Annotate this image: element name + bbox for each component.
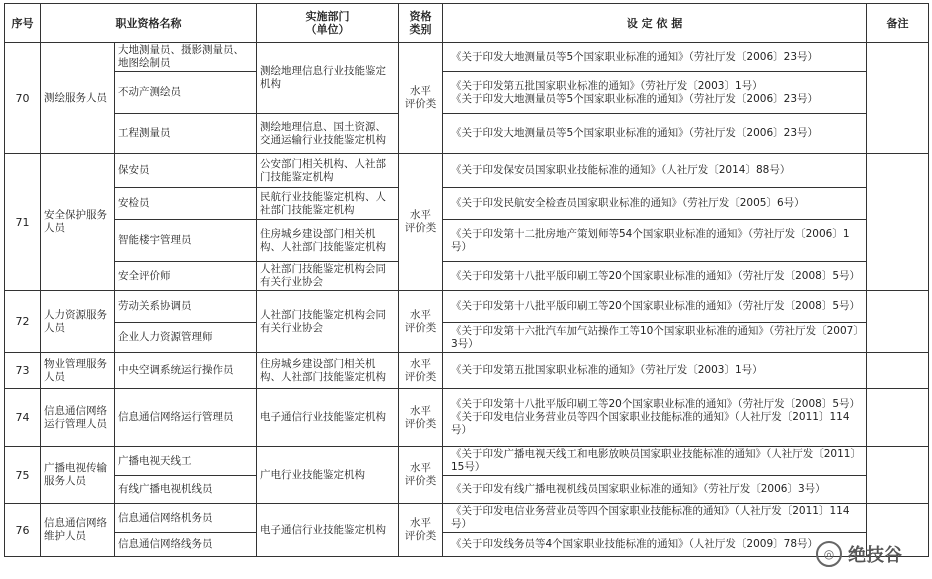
type-cell: 水平 评价类: [399, 154, 443, 291]
table-row: [5, 72, 929, 114]
basis-cell: 《关于印发线务员等4个国家职业技能标准的通知》（人社厅发〔2009〕78号）: [443, 533, 867, 557]
type-cell: 水平 评价类: [399, 291, 443, 353]
basis-cell: 《关于印发第五批国家职业标准的通知》（劳社厅发〔2003〕1号） 《关于印发大地测量员等5个国家职业标准的通知》（劳社厅发〔2006〕23号）: [443, 72, 867, 114]
wechat-icon: ◎: [816, 541, 842, 567]
table-row: [5, 389, 929, 447]
job-cell: 大地测量员、摄影测量员、地图绘制员: [115, 43, 257, 72]
category-cell: 人力资源服务人员: [41, 291, 115, 353]
dept-cell: 人社部门技能鉴定机构会同有关行业协会: [257, 262, 399, 291]
dept-cell: 人社部门技能鉴定机构会同有关行业协会: [257, 291, 399, 353]
header-basis: 设 定 依 据: [443, 4, 867, 43]
header-note: 备注: [867, 4, 929, 43]
basis-cell: 《关于印发电信业务营业员等四个国家职业技能标准的通知》（人社厅发〔2011〕114号）: [443, 504, 867, 533]
dept-cell: 民航行业技能鉴定机构、人社部门技能鉴定机构: [257, 188, 399, 220]
seq-cell: 73: [5, 353, 41, 389]
basis-cell: 《关于印发广播电视天线工和电影放映员国家职业技能标准的通知》（人社厅发〔2011〕15号）: [443, 447, 867, 476]
job-cell: 保安员: [115, 154, 257, 188]
basis-cell: 《关于印发第十二批房地产策划师等54个国家职业标准的通知》（劳社厅发〔2006〕1号）: [443, 220, 867, 262]
category-cell: 信息通信网络维护人员: [41, 504, 115, 557]
dept-cell: 测绘地理信息、国土资源、交通运输行业技能鉴定机构: [257, 114, 399, 154]
basis-cell: 《关于印发第十八批平版印刷工等20个国家职业标准的通知》（劳社厅发〔2008〕5号）: [443, 291, 867, 323]
note-cell: [867, 389, 929, 447]
dept-cell: 广电行业技能鉴定机构: [257, 447, 399, 504]
dept-cell: 住房城乡建设部门相关机构、人社部门技能鉴定机构: [257, 353, 399, 389]
dept-cell: 住房城乡建设部门相关机构、人社部门技能鉴定机构: [257, 220, 399, 262]
note-cell: [867, 291, 929, 353]
job-cell: 信息通信网络机务员: [115, 504, 257, 533]
category-cell: 物业管理服务人员: [41, 353, 115, 389]
table-row: [5, 476, 929, 504]
watermark: [816, 541, 902, 567]
job-cell: 信息通信网络线务员: [115, 533, 257, 557]
table-row: [5, 188, 929, 220]
basis-cell: 《关于印发有线广播电视机线员国家职业标准的通知》（劳社厅发〔2006〕3号）: [443, 476, 867, 504]
header-type: 资格 类别: [399, 4, 443, 43]
job-cell: 不动产测绘员: [115, 72, 257, 114]
table-row: [5, 114, 929, 154]
seq-cell: 74: [5, 389, 41, 447]
seq-cell: 71: [5, 154, 41, 291]
table-row: [5, 353, 929, 389]
note-cell: [867, 154, 929, 291]
table-row: [5, 291, 929, 323]
header-name: 职业资格名称: [41, 4, 257, 43]
header-row: [5, 4, 929, 43]
basis-cell: 《关于印发大地测量员等5个国家职业标准的通知》（劳社厅发〔2006〕23号）: [443, 43, 867, 72]
basis-cell: 《关于印发第十八批平版印刷工等20个国家职业标准的通知》（劳社厅发〔2008〕5号） 《关于印发电信业务营业员等四个国家职业技能标准的通知》（人社厅发〔2011〕114号）: [443, 389, 867, 447]
seq-cell: 70: [5, 43, 41, 154]
job-cell: 智能楼宇管理员: [115, 220, 257, 262]
job-cell: 企业人力资源管理师: [115, 323, 257, 353]
table-row: [5, 220, 929, 262]
category-cell: 广播电视传输服务人员: [41, 447, 115, 504]
seq-cell: 76: [5, 504, 41, 557]
dept-cell: 电子通信行业技能鉴定机构: [257, 389, 399, 447]
qualification-table: [4, 3, 929, 557]
category-cell: 安全保护服务人员: [41, 154, 115, 291]
type-cell: 水平 评价类: [399, 504, 443, 557]
note-cell: [867, 353, 929, 389]
basis-cell: 《关于印发保安员国家职业技能标准的通知》（人社厅发〔2014〕88号）: [443, 154, 867, 188]
job-cell: 信息通信网络运行管理员: [115, 389, 257, 447]
type-cell: 水平 评价类: [399, 447, 443, 504]
job-cell: 劳动关系协调员: [115, 291, 257, 323]
header-seq: 序号: [5, 4, 41, 43]
type-cell: 水平 评价类: [399, 353, 443, 389]
basis-cell: 《关于印发第十六批汽车加气站操作工等10个国家职业标准的通知》（劳社厅发〔2007〕3号）: [443, 323, 867, 353]
basis-cell: 《关于印发民航安全检查员国家职业标准的通知》（劳社厅发〔2005〕6号）: [443, 188, 867, 220]
note-cell: [867, 43, 929, 154]
dept-cell: 公安部门相关机构、人社部门技能鉴定机构: [257, 154, 399, 188]
seq-cell: 72: [5, 291, 41, 353]
job-cell: 有线广播电视机线员: [115, 476, 257, 504]
dept-cell: 测绘地理信息行业技能鉴定机构: [257, 43, 399, 114]
type-cell: 水平 评价类: [399, 43, 443, 154]
table-row: [5, 447, 929, 476]
header-dept: 实施部门 （单位）: [257, 4, 399, 43]
table-row: [5, 262, 929, 291]
basis-cell: 《关于印发第十八批平版印刷工等20个国家职业标准的通知》（劳社厅发〔2008〕5号）: [443, 262, 867, 291]
job-cell: 安全评价师: [115, 262, 257, 291]
table-row: [5, 154, 929, 188]
job-cell: 广播电视天线工: [115, 447, 257, 476]
job-cell: 工程测量员: [115, 114, 257, 154]
dept-cell: 电子通信行业技能鉴定机构: [257, 504, 399, 557]
table-row: [5, 533, 929, 557]
job-cell: 中央空调系统运行操作员: [115, 353, 257, 389]
table-row: [5, 43, 929, 72]
basis-cell: 《关于印发第五批国家职业标准的通知》（劳社厅发〔2003〕1号）: [443, 353, 867, 389]
seq-cell: 75: [5, 447, 41, 504]
note-cell: [867, 447, 929, 504]
category-cell: 信息通信网络运行管理人员: [41, 389, 115, 447]
job-cell: 安检员: [115, 188, 257, 220]
table-row: [5, 323, 929, 353]
table-row: [5, 504, 929, 533]
watermark-text: 绝技谷: [848, 545, 902, 566]
category-cell: 测绘服务人员: [41, 43, 115, 154]
type-cell: 水平 评价类: [399, 389, 443, 447]
basis-cell: 《关于印发大地测量员等5个国家职业标准的通知》（劳社厅发〔2006〕23号）: [443, 114, 867, 154]
